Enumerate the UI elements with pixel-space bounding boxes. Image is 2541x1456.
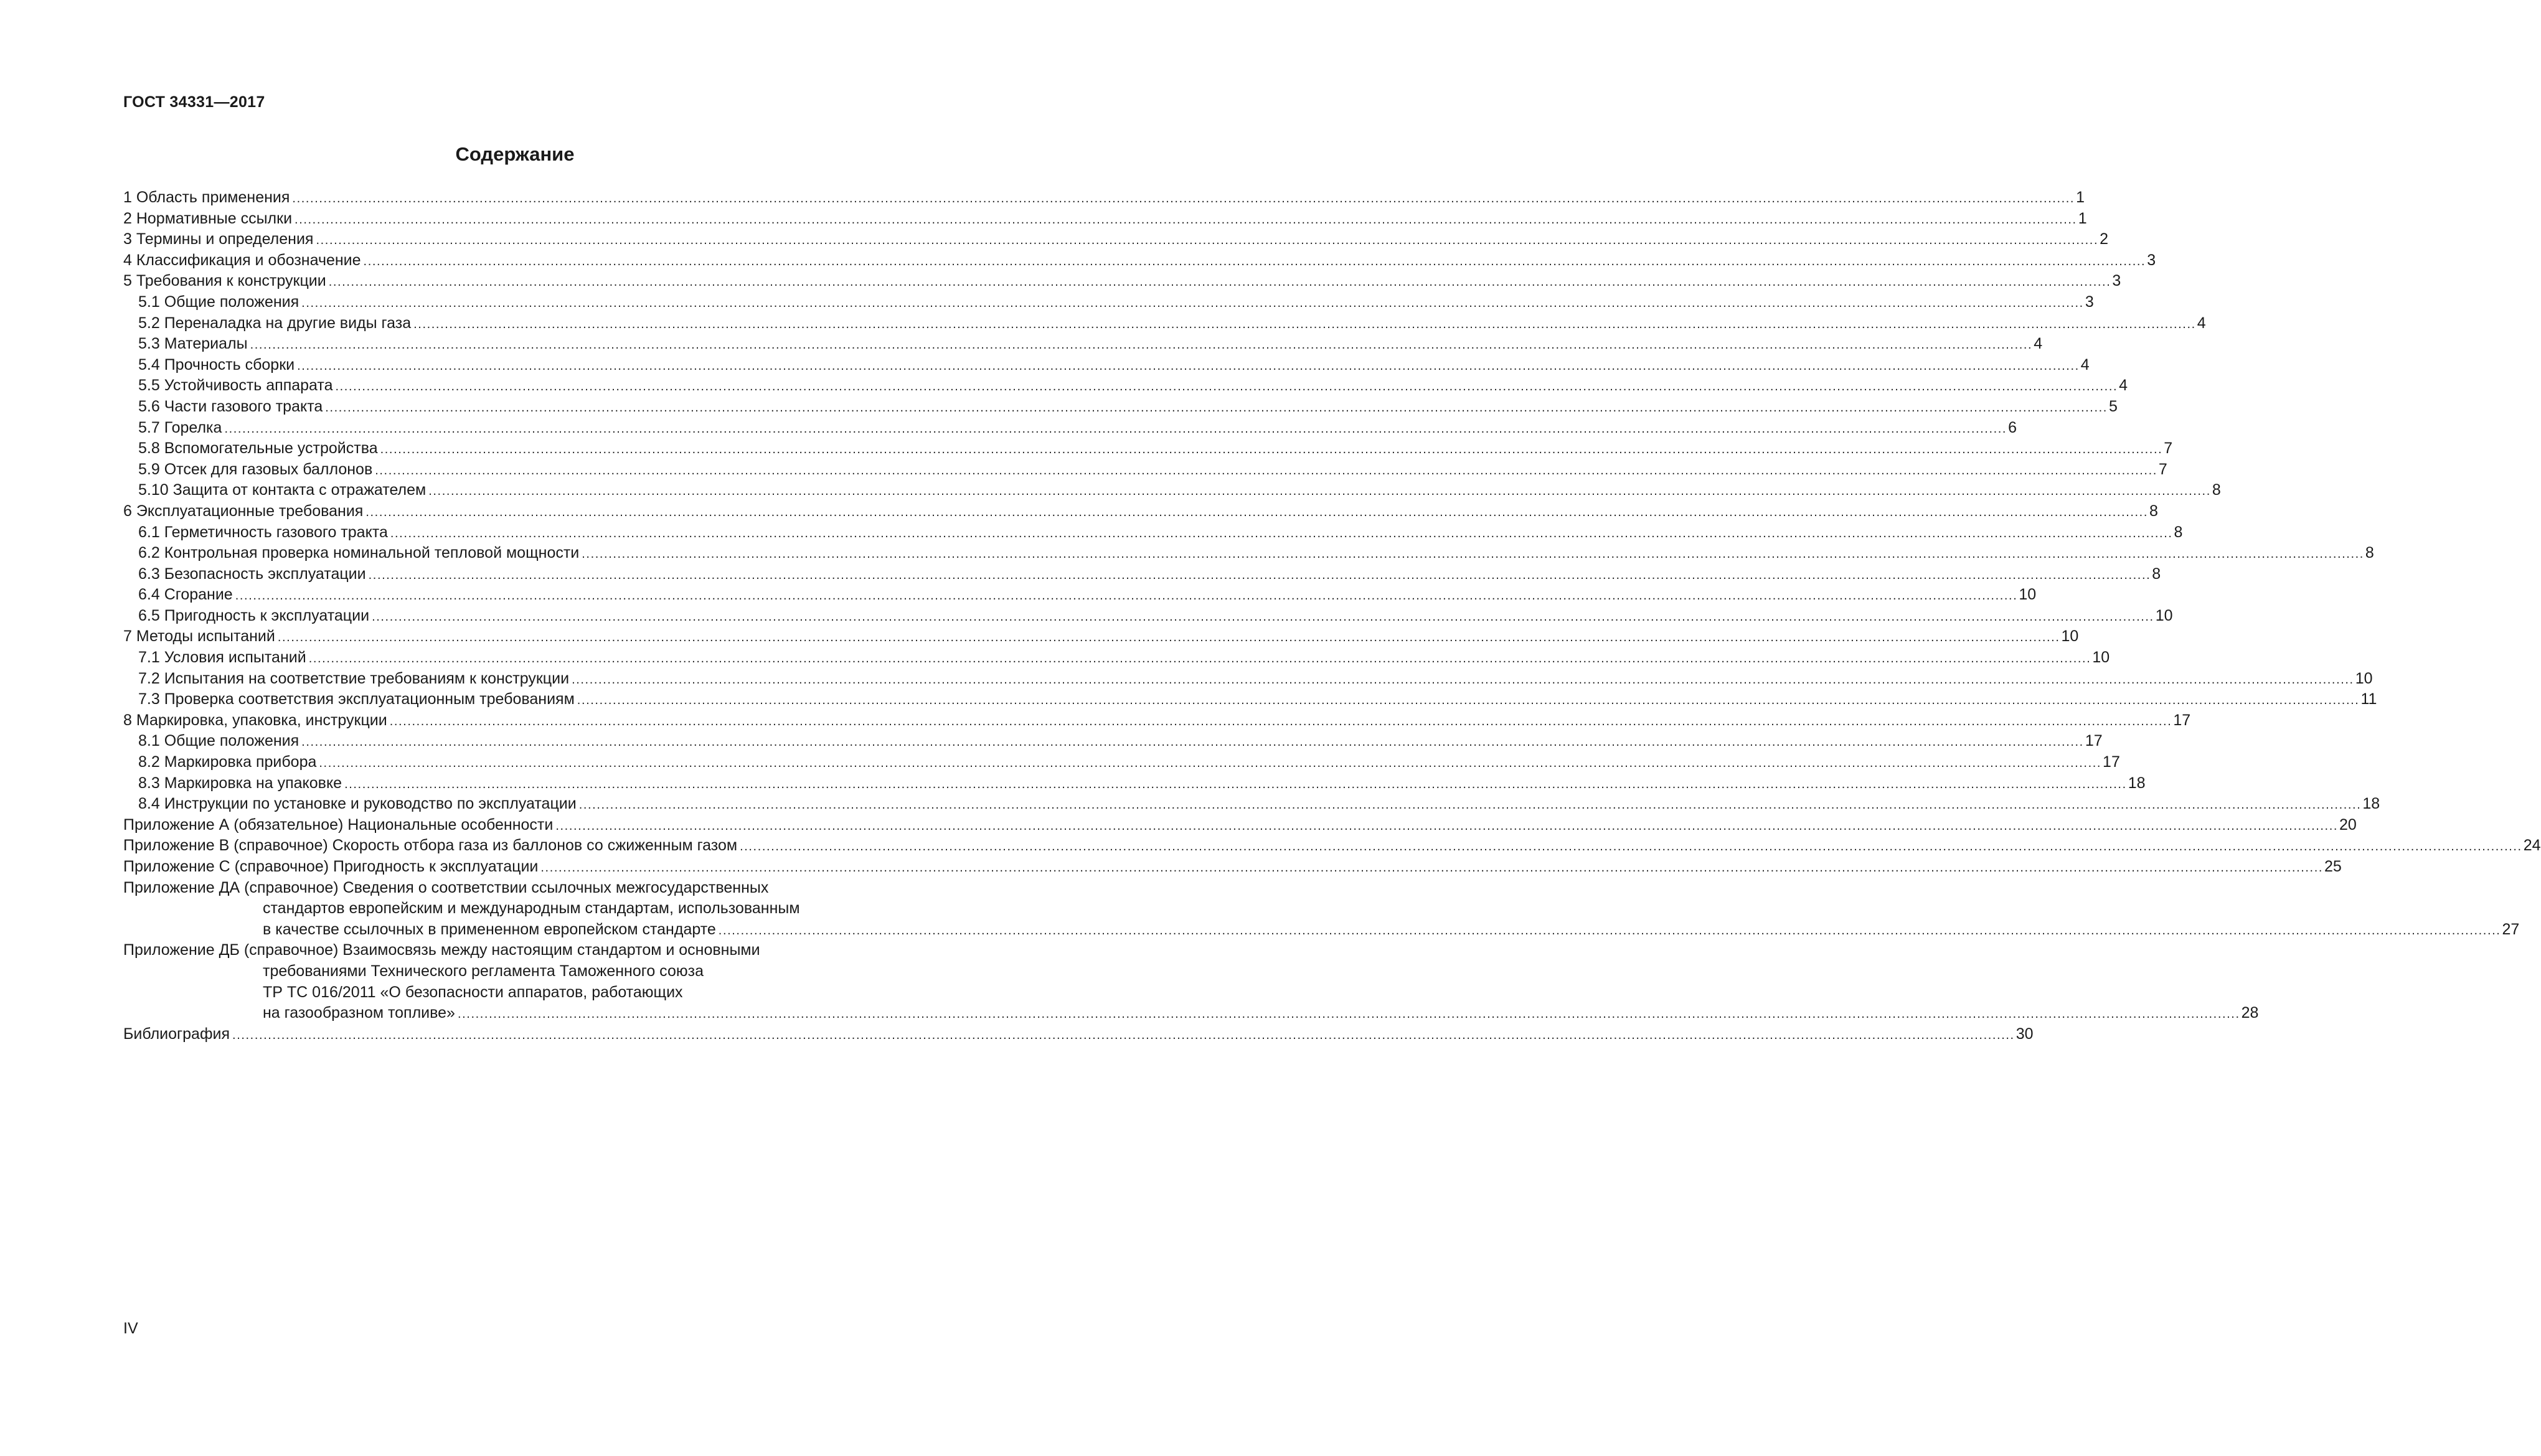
toc-entry[interactable] xyxy=(123,397,2118,418)
toc-page-number: 3 xyxy=(2147,251,2156,269)
toc-entry-continuation xyxy=(123,898,959,919)
toc-entry-title: Приложение ДА (справочное) Сведения о соответствии ссылочных межгосударственных xyxy=(123,878,769,896)
toc-entry-title: 2 Нормативные ссылки xyxy=(123,209,293,227)
toc-entry-line xyxy=(123,564,2161,585)
dot-leader: ................................................................................................................................................................................................................................................................................................................................................................................................................ xyxy=(718,923,2501,937)
toc-entry[interactable] xyxy=(123,313,2206,334)
toc-entry[interactable] xyxy=(123,334,2043,355)
toc-entry-line xyxy=(123,710,2191,731)
toc-entry-title: 8.4 Инструкции по установке и руководство по эксплуатации xyxy=(138,795,577,813)
toc-page-number: 18 xyxy=(2362,795,2380,813)
toc-entry-line xyxy=(123,459,2167,481)
toc-page-number: 1 xyxy=(2076,189,2085,206)
toc-page-number: 10 xyxy=(2355,669,2373,687)
toc-entry-title: 7.2 Испытания на соответствие требованиям к конструкции xyxy=(138,669,570,687)
toc-entry-title: 1 Область применения xyxy=(123,189,290,206)
dot-leader: ................................................................................................................................................................................................................................................................................................................................................................................................................ xyxy=(301,735,2084,749)
toc-title: Содержание xyxy=(455,143,575,165)
dot-leader: ................................................................................................................................................................................................................................................................................................................................................................................................................ xyxy=(316,233,2099,248)
toc-entry-title: 5.5 Устойчивость аппарата xyxy=(138,377,333,395)
dot-leader: ................................................................................................................................................................................................................................................................................................................................................................................................................ xyxy=(389,714,2172,728)
toc-entry-line xyxy=(123,313,2206,334)
toc-entry-title: Приложение В (справочное) Скорость отбора газа из баллонов со сжиженным газом xyxy=(123,837,738,855)
toc-entry[interactable] xyxy=(123,459,2167,481)
toc-page-number: 8 xyxy=(2149,502,2158,520)
toc-entry-title: 7.1 Условия испытаний xyxy=(138,649,306,667)
toc-entry[interactable] xyxy=(123,710,2191,731)
toc-page-number: 7 xyxy=(2158,460,2167,478)
toc-entry-title: 5.6 Части газового тракта xyxy=(138,397,323,415)
dot-leader: ................................................................................................................................................................................................................................................................................................................................................................................................................ xyxy=(335,380,2118,394)
toc-entry-title: 5.7 Горелка xyxy=(138,418,222,436)
toc-page-number: 10 xyxy=(2061,627,2079,646)
toc-entry-line xyxy=(123,271,2121,292)
dot-leader: ................................................................................................................................................................................................................................................................................................................................................................................................................ xyxy=(319,756,2102,771)
toc-entry[interactable] xyxy=(123,940,2259,1023)
dot-leader: ................................................................................................................................................................................................................................................................................................................................................................................................................ xyxy=(232,1028,2015,1042)
toc-entry-line xyxy=(123,375,2128,397)
dot-leader: ................................................................................................................................................................................................................................................................................................................................................................................................................ xyxy=(582,547,2364,561)
toc-entry-line xyxy=(123,480,2221,501)
toc-entry-line xyxy=(123,835,2541,857)
toc-page-number: 10 xyxy=(2019,586,2037,604)
toc-entry-continuation xyxy=(123,1003,2259,1024)
page-number: IV xyxy=(123,1320,138,1337)
dot-leader: ................................................................................................................................................................................................................................................................................................................................................................................................................ xyxy=(224,421,2007,436)
toc-entry-title: 5 Требования к конструкции xyxy=(123,272,326,290)
toc-entry[interactable] xyxy=(123,438,2173,459)
toc-entry-line xyxy=(123,543,2374,564)
toc-entry-line xyxy=(123,669,2373,690)
toc-entry-title: Приложение ДБ (справочное) Взаимосвязь между настоящим стандартом и основными xyxy=(123,941,760,959)
toc-entry-line xyxy=(123,229,2109,250)
toc-entry-line xyxy=(123,689,2377,710)
toc-entry-line xyxy=(123,397,2118,418)
dot-leader: ................................................................................................................................................................................................................................................................................................................................................................................................................ xyxy=(390,526,2173,540)
toc-entry[interactable] xyxy=(123,271,2121,292)
dot-leader: ................................................................................................................................................................................................................................................................................................................................................................................................................ xyxy=(368,568,2151,582)
toc-entry-line xyxy=(123,292,2094,313)
toc-page-number: 4 xyxy=(2119,377,2128,395)
toc-entry-title: требованиями Технического регламента Таможенного союза xyxy=(263,962,704,980)
dot-leader: ................................................................................................................................................................................................................................................................................................................................................................................................................ xyxy=(292,192,2075,205)
table-of-contents xyxy=(123,187,2541,1045)
dot-leader: ................................................................................................................................................................................................................................................................................................................................................................................................................ xyxy=(297,359,2080,373)
toc-entry[interactable] xyxy=(123,794,2380,815)
toc-entry-line xyxy=(123,438,2173,459)
toc-page-number: 3 xyxy=(2085,293,2094,311)
toc-page-number: 28 xyxy=(2241,1004,2259,1022)
toc-entry-title: 5.10 Защита от контакта с отражателем xyxy=(138,481,427,499)
toc-entry-title: 8 Маркировка, упаковка, инструкции xyxy=(123,711,387,729)
toc-page-number: 18 xyxy=(2128,774,2146,792)
toc-entry-line xyxy=(123,355,2090,376)
toc-page-number: 17 xyxy=(2085,732,2103,750)
dot-leader: ................................................................................................................................................................................................................................................................................................................................................................................................................ xyxy=(577,693,2360,708)
dot-leader: ................................................................................................................................................................................................................................................................................................................................................................................................................ xyxy=(328,275,2111,289)
toc-entry-title: ТР ТС 016/2011 «О безопасности аппаратов, работающих xyxy=(263,983,683,1001)
toc-entry[interactable] xyxy=(123,835,2541,857)
toc-entry[interactable] xyxy=(123,647,2110,669)
toc-page-number: 8 xyxy=(2174,523,2183,541)
toc-entry-line xyxy=(123,731,2103,752)
dot-leader: ................................................................................................................................................................................................................................................................................................................................................................................................................ xyxy=(380,443,2163,457)
toc-entry[interactable] xyxy=(123,585,2037,606)
dot-leader: ................................................................................................................................................................................................................................................................................................................................................................................................................ xyxy=(308,652,2091,666)
dot-leader: ................................................................................................................................................................................................................................................................................................................................................................................................................ xyxy=(540,861,2324,875)
toc-entry-title: 5.2 Переналадка на другие виды газа xyxy=(138,314,412,332)
toc-entry-line xyxy=(123,752,2120,773)
toc-entry-line xyxy=(123,878,959,899)
toc-entry-line xyxy=(123,522,2183,543)
toc-entry-line xyxy=(123,794,2380,815)
toc-page-number: 17 xyxy=(2103,753,2120,771)
toc-page-number: 27 xyxy=(2502,920,2520,938)
toc-page-number: 1 xyxy=(2078,209,2087,227)
dot-leader: ................................................................................................................................................................................................................................................................................................................................................................................................................ xyxy=(363,254,2146,268)
toc-entry[interactable] xyxy=(123,731,2103,752)
dot-leader: ................................................................................................................................................................................................................................................................................................................................................................................................................ xyxy=(301,296,2084,310)
toc-entry[interactable] xyxy=(123,501,2158,522)
toc-entry-title: 8.1 Общие положения xyxy=(138,732,299,750)
toc-entry-title: 7 Методы испытаний xyxy=(123,627,275,646)
toc-entry-title: 5.1 Общие положения xyxy=(138,293,299,311)
toc-entry-continuation xyxy=(123,982,959,1003)
toc-page-number: 11 xyxy=(2360,690,2377,708)
toc-entry[interactable] xyxy=(123,564,2161,585)
dot-leader: ................................................................................................................................................................................................................................................................................................................................................................................................................ xyxy=(740,840,2522,854)
toc-entry[interactable] xyxy=(123,250,2156,271)
toc-entry-line xyxy=(123,209,2087,230)
toc-entry-line xyxy=(123,250,2156,271)
toc-page-number: 20 xyxy=(2339,815,2357,834)
toc-entry-line xyxy=(123,626,2079,647)
toc-entry[interactable] xyxy=(123,209,2087,230)
toc-entry-title: стандартов европейским и международным стандартам, использованным xyxy=(263,899,800,918)
toc-page-number: 10 xyxy=(2092,649,2110,667)
toc-entry[interactable] xyxy=(123,857,2342,878)
toc-entry-line xyxy=(123,940,959,961)
toc-entry[interactable] xyxy=(123,418,2017,439)
toc-entry-title: 6.2 Контрольная проверка номинальной тепловой мощности xyxy=(138,544,580,562)
toc-page-number: 4 xyxy=(2080,355,2090,373)
toc-entry-line xyxy=(123,773,2146,794)
toc-entry-title: 5.9 Отсек для газовых баллонов xyxy=(138,460,373,478)
toc-entry-line xyxy=(123,501,2158,522)
toc-entry-line xyxy=(123,1024,2034,1045)
dot-leader: ................................................................................................................................................................................................................................................................................................................................................................................................................ xyxy=(325,400,2108,415)
toc-entry-continuation xyxy=(123,919,2520,941)
toc-entry-title: Библиография xyxy=(123,1025,230,1043)
toc-page-number: 7 xyxy=(2164,439,2173,458)
toc-page-number: 2 xyxy=(2100,230,2109,248)
toc-entry-title: 6.5 Пригодность к эксплуатации xyxy=(138,606,370,624)
dot-leader: ................................................................................................................................................................................................................................................................................................................................................................................................................ xyxy=(372,609,2154,624)
toc-entry-title: 4 Классификация и обозначение xyxy=(123,251,361,269)
dot-leader: ................................................................................................................................................................................................................................................................................................................................................................................................................ xyxy=(344,777,2127,791)
toc-entry[interactable] xyxy=(123,689,2377,710)
dot-leader: ................................................................................................................................................................................................................................................................................................................................................................................................................ xyxy=(235,589,2018,603)
toc-entry[interactable] xyxy=(123,626,2079,647)
toc-entry-title: 8.3 Маркировка на упаковке xyxy=(138,774,342,792)
toc-entry-title: на газообразном топливе» xyxy=(263,1004,455,1022)
dot-leader: ................................................................................................................................................................................................................................................................................................................................................................................................................ xyxy=(277,631,2060,645)
toc-page-number: 4 xyxy=(2197,314,2206,332)
toc-entry-line xyxy=(123,418,2017,439)
toc-entry-line xyxy=(123,585,2037,606)
toc-entry-line xyxy=(123,187,2085,209)
toc-entry-line xyxy=(123,815,2357,836)
document-code: ГОСТ 34331—2017 xyxy=(123,93,265,111)
toc-entry-title: 3 Термины и определения xyxy=(123,230,314,248)
dot-leader: ................................................................................................................................................................................................................................................................................................................................................................................................................ xyxy=(555,819,2339,833)
toc-page-number: 5 xyxy=(2108,397,2118,415)
toc-entry[interactable] xyxy=(123,815,2357,836)
toc-entry-title: в качестве ссылочных в примененном европейском стандарте xyxy=(263,920,716,938)
toc-page-number: 3 xyxy=(2112,272,2121,290)
dot-leader: ................................................................................................................................................................................................................................................................................................................................................................................................................ xyxy=(428,484,2211,499)
dot-leader: ................................................................................................................................................................................................................................................................................................................................................................................................................ xyxy=(250,338,2033,352)
toc-page-number: 17 xyxy=(2173,711,2191,729)
toc-entry-line xyxy=(123,647,2110,669)
toc-entry[interactable] xyxy=(123,752,2120,773)
toc-entry-title: 6.3 Безопасность эксплуатации xyxy=(138,565,366,583)
toc-page-number: 24 xyxy=(2523,837,2541,855)
toc-entry[interactable] xyxy=(123,355,2090,376)
toc-entry[interactable] xyxy=(123,878,2520,941)
toc-entry[interactable] xyxy=(123,480,2221,501)
toc-entry[interactable] xyxy=(123,187,2085,209)
toc-entry-title: Приложение С (справочное) Пригодность к эксплуатации xyxy=(123,858,539,875)
toc-page-number: 8 xyxy=(2212,481,2221,499)
toc-entry[interactable] xyxy=(123,375,2128,397)
toc-entry[interactable] xyxy=(123,543,2374,564)
toc-entry-title: 8.2 Маркировка прибора xyxy=(138,753,317,771)
toc-entry[interactable] xyxy=(123,773,2146,794)
toc-entry-line xyxy=(123,606,2173,627)
toc-entry[interactable] xyxy=(123,669,2373,690)
toc-entry-title: 5.8 Вспомогательные устройства xyxy=(138,439,378,458)
toc-entry[interactable] xyxy=(123,292,2094,313)
toc-entry-continuation xyxy=(123,961,959,982)
dot-leader: ................................................................................................................................................................................................................................................................................................................................................................................................................ xyxy=(572,672,2354,687)
toc-entry-title: 7.3 Проверка соответствия эксплуатационным требованиям xyxy=(138,690,575,708)
toc-entry-title: 6.4 Сгорание xyxy=(138,586,233,604)
toc-page-number: 25 xyxy=(2324,858,2342,875)
toc-entry[interactable] xyxy=(123,1024,2034,1045)
toc-page-number: 10 xyxy=(2155,606,2173,624)
toc-page-number: 8 xyxy=(2365,544,2374,562)
dot-leader: ................................................................................................................................................................................................................................................................................................................................................................................................................ xyxy=(375,463,2157,477)
dot-leader: ................................................................................................................................................................................................................................................................................................................................................................................................................ xyxy=(578,798,2362,812)
toc-entry-line xyxy=(123,334,2043,355)
toc-entry-title: 5.3 Материалы xyxy=(138,335,248,353)
toc-page-number: 8 xyxy=(2152,565,2161,583)
toc-entry[interactable] xyxy=(123,606,2173,627)
toc-page-number: 30 xyxy=(2015,1025,2034,1043)
dot-leader: ................................................................................................................................................................................................................................................................................................................................................................................................................ xyxy=(365,505,2148,519)
toc-entry[interactable] xyxy=(123,229,2109,250)
toc-entry-line xyxy=(123,857,2342,878)
toc-entry[interactable] xyxy=(123,522,2183,543)
toc-entry-title: 6.1 Герметичность газового тракта xyxy=(138,523,388,541)
toc-page-number: 4 xyxy=(2034,335,2043,353)
toc-entry-title: 5.4 Прочность сборки xyxy=(138,355,295,373)
dot-leader: ................................................................................................................................................................................................................................................................................................................................................................................................................ xyxy=(295,212,2077,227)
toc-page-number: 6 xyxy=(2008,418,2017,436)
dot-leader: ................................................................................................................................................................................................................................................................................................................................................................................................................ xyxy=(457,1007,2240,1022)
toc-entry-title: 6 Эксплуатационные требования xyxy=(123,502,364,520)
toc-entry-title: Приложение А (обязательное) Национальные особенности xyxy=(123,815,554,834)
dot-leader: ................................................................................................................................................................................................................................................................................................................................................................................................................ xyxy=(413,317,2196,331)
